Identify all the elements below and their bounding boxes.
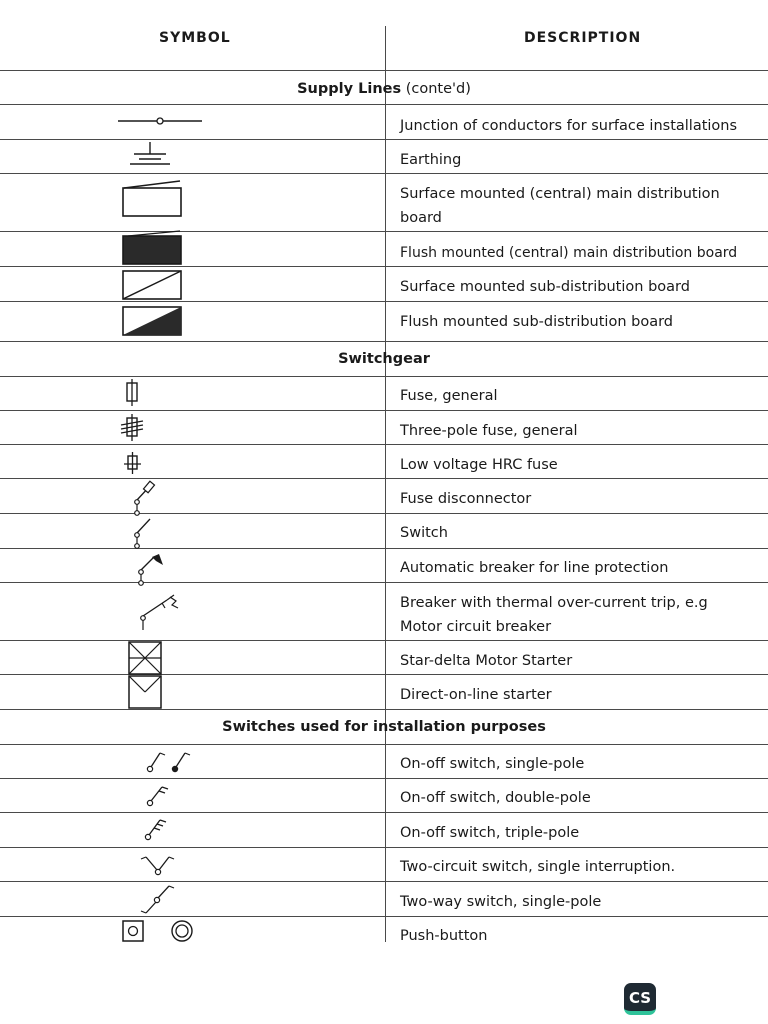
row-divider	[0, 744, 768, 745]
row-divider	[0, 674, 768, 675]
flush-main-board-icon	[120, 230, 186, 268]
row-description: On-off switch, double-pole	[400, 790, 591, 806]
row-description: Low voltage HRC fuse	[400, 457, 558, 473]
flush-sub-board-icon	[120, 304, 186, 338]
row-divider	[0, 916, 768, 917]
row-description: Automatic breaker for line protection	[400, 560, 669, 576]
thermal-breaker-icon	[134, 592, 188, 634]
fuse-icon	[122, 379, 144, 407]
row-divider	[0, 812, 768, 813]
column-divider	[385, 26, 386, 942]
row-divider	[0, 582, 768, 583]
section-heading-supply-lines	[0, 81, 768, 97]
surface-main-board-icon	[120, 178, 186, 222]
star-delta-starter-icon	[127, 640, 163, 676]
section-heading-switchgear	[0, 351, 768, 367]
row-divider	[0, 709, 768, 710]
surface-sub-board-icon	[120, 268, 186, 302]
row-divider	[0, 173, 768, 174]
row-divider	[0, 301, 768, 302]
row-description: On-off switch, single-pole	[400, 756, 585, 772]
row-divider	[0, 139, 768, 140]
row-description: Fuse, general	[400, 388, 498, 404]
direct-on-line-starter-icon	[127, 674, 163, 710]
row-divider	[0, 881, 768, 882]
row-description: Surface mounted (central) main distribution board	[400, 186, 720, 226]
section-title: Switches used for installation purposes	[222, 719, 546, 735]
row-description: Breaker with thermal over-current trip, e.g Motor circuit breaker	[400, 595, 708, 635]
row-description: Two-circuit switch, single interruption.	[400, 859, 676, 875]
three-pole-fuse-icon	[119, 414, 145, 442]
earthing-icon	[128, 140, 172, 172]
row-divider	[0, 70, 768, 71]
row-divider	[0, 376, 768, 377]
fuse-disconnector-icon	[128, 480, 160, 516]
row-divider	[0, 640, 768, 641]
switch-icon	[128, 513, 160, 549]
row-divider	[0, 548, 768, 549]
row-divider	[0, 478, 768, 479]
row-description: Earthing	[400, 152, 462, 168]
automatic-breaker-icon	[132, 548, 168, 586]
on-off-double-pole-icon	[143, 782, 173, 810]
row-description: Direct-on-line starter	[400, 687, 552, 703]
row-description: Two-way switch, single-pole	[400, 894, 602, 910]
hrc-fuse-icon	[123, 451, 143, 475]
push-button-icon	[120, 919, 200, 943]
two-way-switch-icon	[139, 882, 179, 916]
row-description: Fuse disconnector	[400, 491, 532, 507]
row-description: Junction of conductors for surface installations	[400, 118, 738, 134]
row-description: Switch	[400, 525, 448, 541]
junction-icon	[116, 112, 206, 130]
camscanner-logo: CS	[624, 983, 656, 1015]
section-heading-installation-switches	[0, 719, 768, 735]
row-description: Push-button	[400, 928, 488, 942]
row-description: Star-delta Motor Starter	[400, 653, 573, 669]
column-header-symbol: SYMBOL	[159, 30, 231, 46]
row-divider	[0, 266, 768, 267]
row-divider	[0, 513, 768, 514]
section-title: Switchgear	[338, 351, 430, 367]
on-off-single-pole-icon	[143, 748, 195, 776]
section-title: Supply Lines	[297, 81, 402, 97]
two-circuit-switch-icon	[138, 851, 178, 879]
row-divider	[0, 410, 768, 411]
section-title-suffix: (conte'd)	[401, 81, 471, 97]
row-divider	[0, 231, 768, 232]
row-description: Flush mounted (central) main distribution board	[400, 245, 738, 261]
row-description: Three-pole fuse, general	[400, 423, 578, 439]
row-description: Surface mounted sub-distribution board	[400, 279, 690, 295]
row-divider	[0, 444, 768, 445]
row-divider	[0, 104, 768, 105]
row-divider	[0, 778, 768, 779]
column-header-description: DESCRIPTION	[524, 30, 642, 46]
row-description: On-off switch, triple-pole	[400, 825, 580, 841]
row-divider	[0, 341, 768, 342]
on-off-triple-pole-icon	[141, 816, 171, 844]
row-description: Flush mounted sub-distribution board	[400, 314, 674, 330]
row-divider	[0, 847, 768, 848]
